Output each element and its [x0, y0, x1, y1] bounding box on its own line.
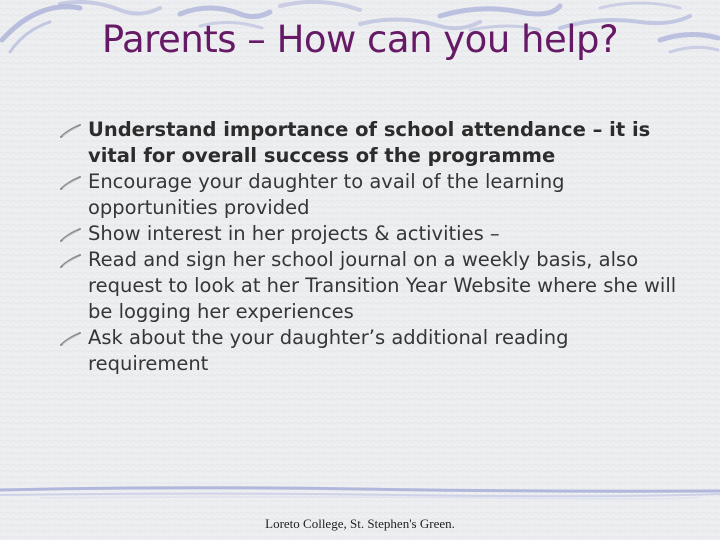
bottom-swirl-divider [0, 483, 720, 503]
bullet-text: Understand importance of school attendance – it is vital for overall success of the programme [88, 118, 651, 167]
bullet-text: Encourage your daughter to avail of the learning opportunities provided [88, 170, 565, 219]
bullet-list [60, 117, 680, 377]
bullet-item [60, 117, 680, 169]
bullet-text: Show interest in her projects & activities – [88, 222, 500, 245]
quill-stroke-bullet-icon [60, 254, 82, 268]
bullet-text: Ask about the your daughter’s additional reading requirement [88, 326, 569, 375]
quill-stroke-bullet-icon [60, 124, 82, 138]
quill-stroke-bullet-icon [60, 332, 82, 346]
quill-stroke-bullet-icon [60, 228, 82, 242]
bullet-item [60, 221, 680, 247]
bullet-text: Read and sign her school journal on a weekly basis, also request to look at her Transition Year Website where she will be logging her experiences [88, 248, 677, 323]
bullet-item [60, 325, 680, 377]
bullet-item [60, 247, 680, 325]
slide-footer: Loreto College, St. Stephen's Green. [265, 516, 455, 531]
slide-title: Parents – How can you help? [101, 18, 619, 61]
quill-stroke-bullet-icon [60, 176, 82, 190]
bullet-item [60, 169, 680, 221]
